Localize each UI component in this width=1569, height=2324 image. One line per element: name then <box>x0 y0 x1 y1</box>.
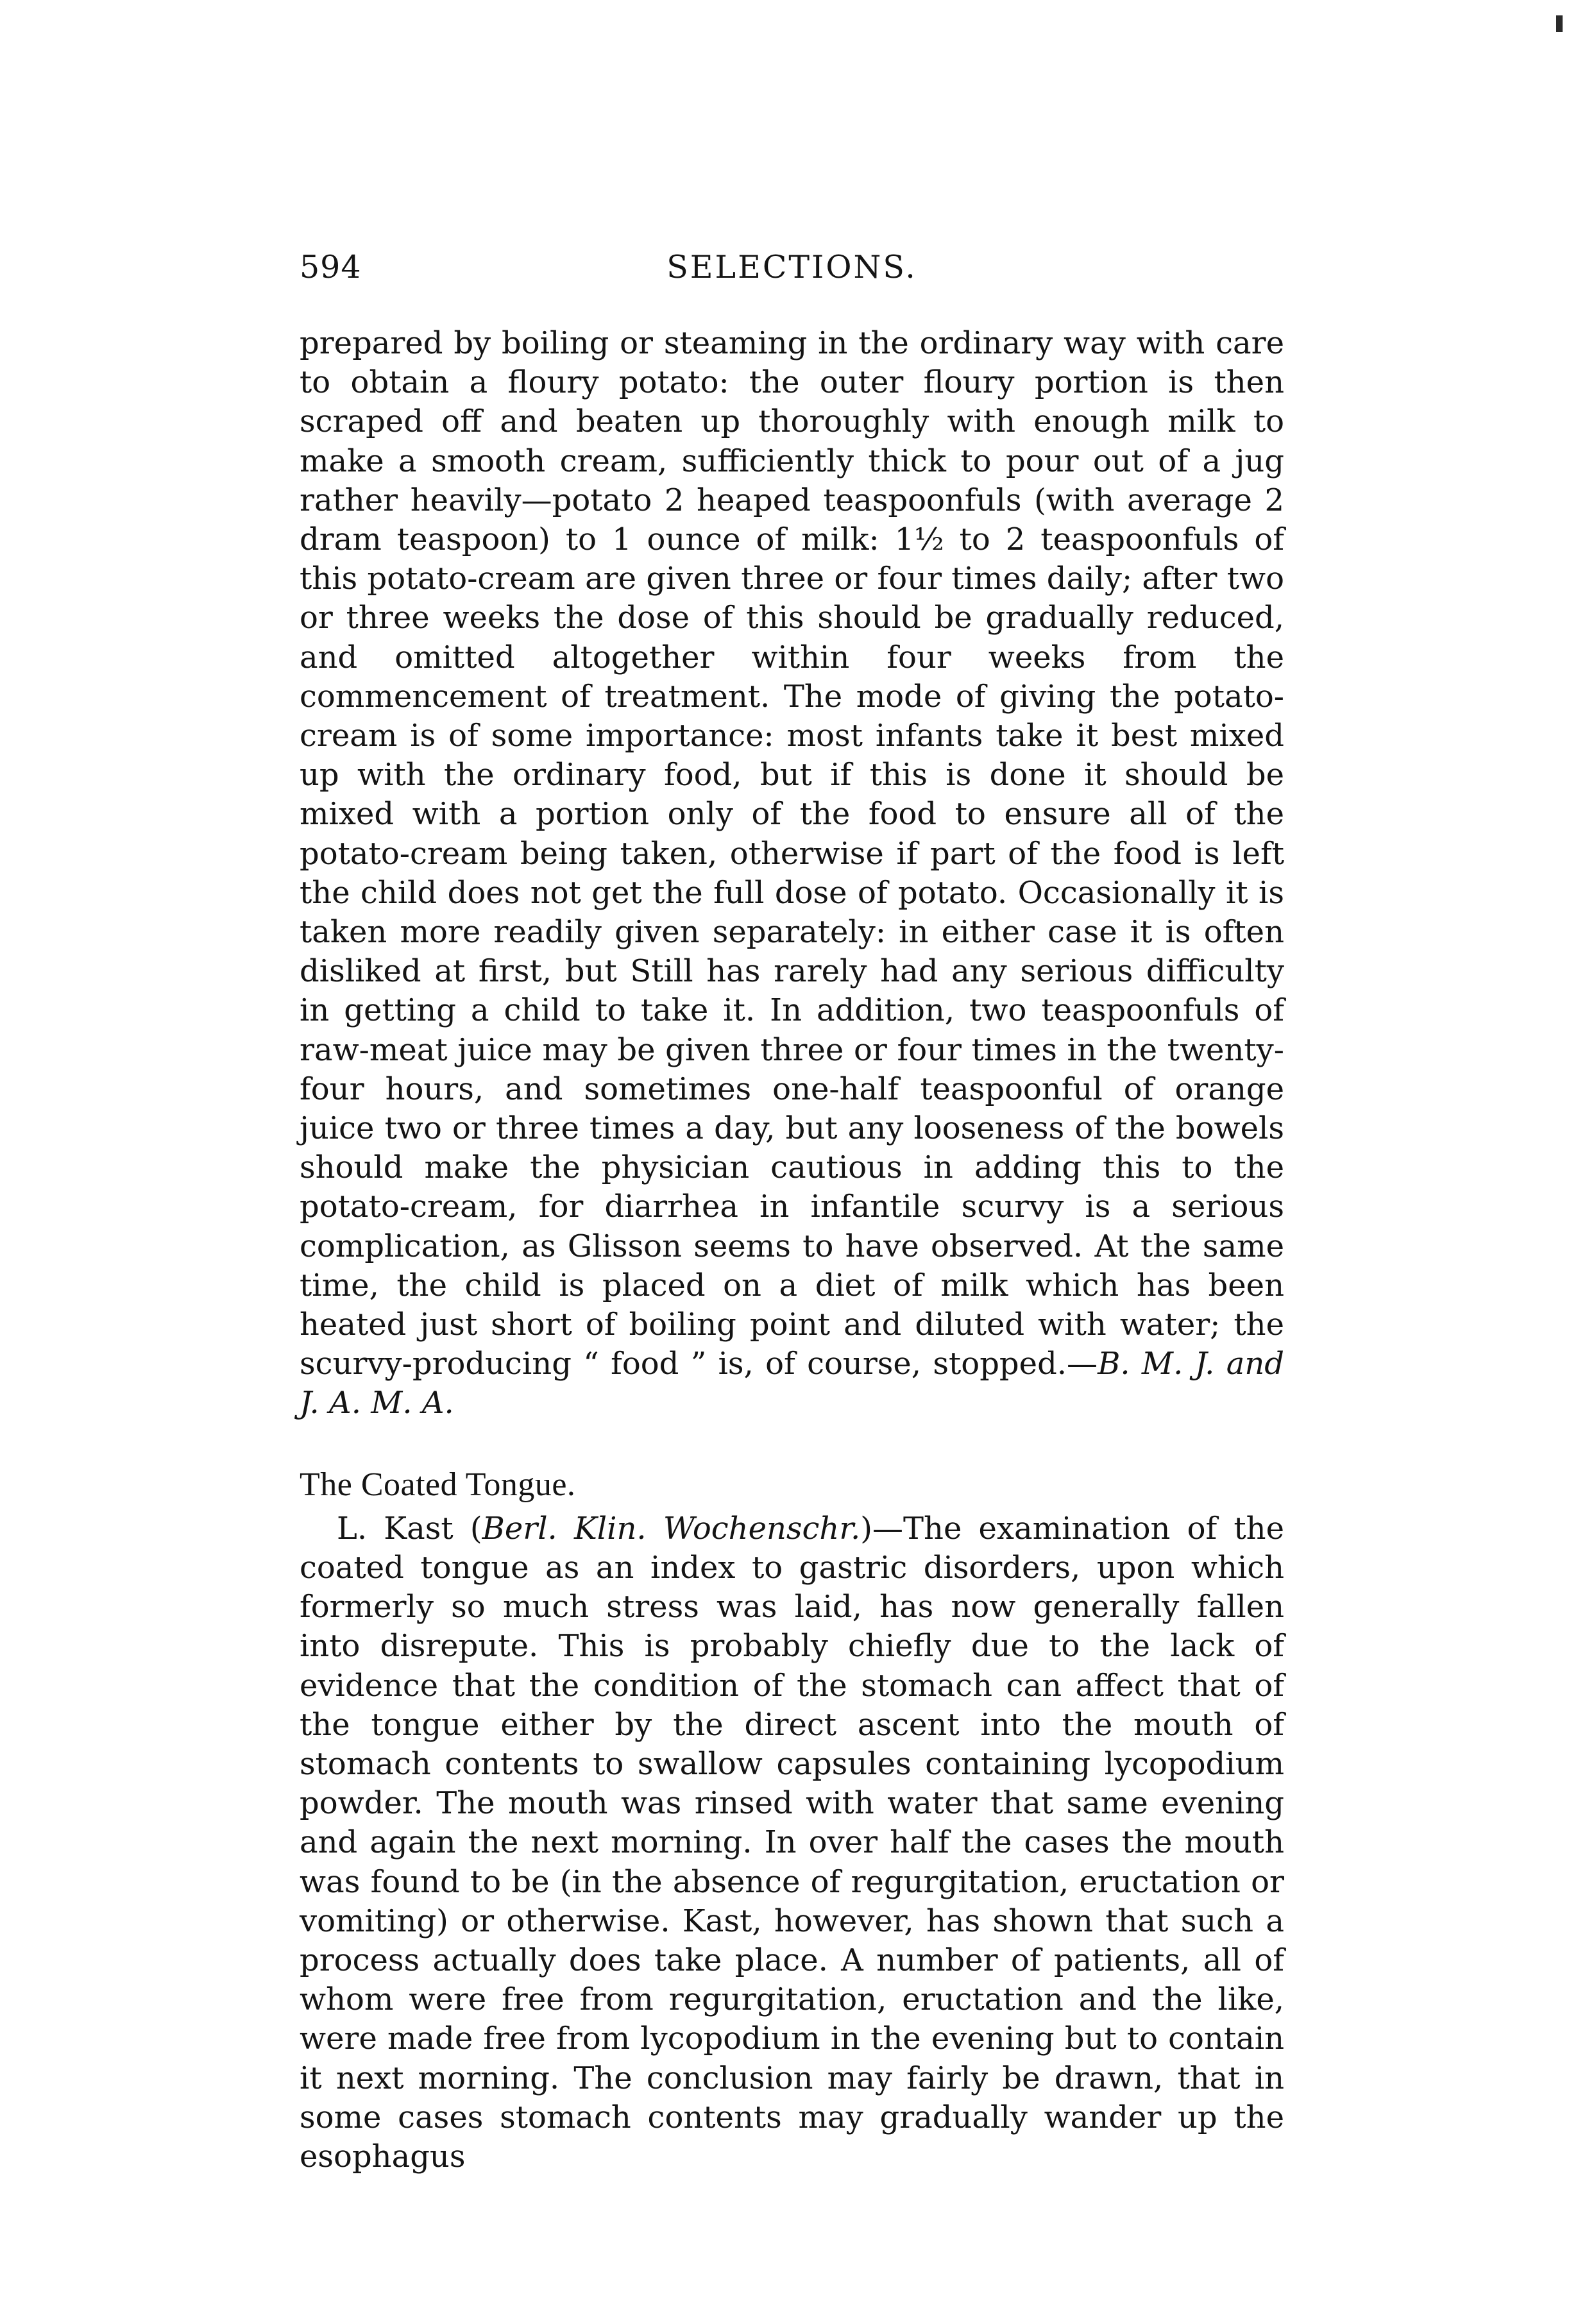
scan-edge-mark <box>1556 15 1563 32</box>
journal-name: Berl. Klin. Wochenschr. <box>482 1510 861 1547</box>
page-number: 594 <box>300 249 362 285</box>
article-source: B. M. J. and J. A. M. A. <box>300 1346 1285 1421</box>
running-head: SELECTIONS. <box>666 249 917 285</box>
coated-tongue-paragraph <box>300 1509 1284 2176</box>
coated-tongue-text: )—The examination of the coated tongue as an index to gastric disorders, upon which formerly so much stress was laid, has now generally fallen into disrepute. This is probably chiefly due to the lack of evidence that the condition of the stomach can affect that of the tongue either by the direct ascent into the mouth of stomach contents to swallow capsules containing lycopodium powder. The mouth was rinsed with water that same evening and again the next morning. In over half the cases the mouth was found to be (in the absence of regurgitation, eructation or vomiting) or otherwise. Kast, however, has shown that such a process actually does take place. A number of patients, all of whom were free from regurgitation, eructation and the like, were made free from lycopodium in the evening but to contain it next morning. The conclusion may fairly be drawn, that in some cases stomach contents may gradually wander up the esophagus <box>300 1510 1285 2175</box>
article-author: L. Kast ( <box>337 1510 482 1547</box>
article-continuation-paragraph <box>300 324 1284 1423</box>
section-title: The Coated Tongue. <box>300 1466 576 1503</box>
page-header <box>300 249 1284 287</box>
page-body <box>300 324 1284 2176</box>
article-continuation-text: prepared by boiling or steaming in the ordinary way with care to obtain a floury potato: the outer floury portion is then scraped off and beaten up thoroughly with enough milk to make a smooth cream, sufficiently thick to pour out of a jug rather heavily—potato 2 heaped teaspoonfuls (with average 2 dram teaspoon) to 1 ounce of milk: 1½ to 2 teaspoonfuls of this potato-cream are given three or four times daily; after two or three weeks the dose of this should be gradually reduced, and omitted altogether within four weeks from the commencement of treatment. The mode of giving the potato-cream is of some importance: most infants take it best mixed up with the ordinary food, but if this is done it should be mixed with a portion only of the food to ensure all of the potato-cream being taken, otherwise if part of the food is left the child does not get the full dose of potato. Occasionally it is taken more readily given separately: in either case it is often disliked at first, but Still has rarely had any serious difficulty in getting a child to take it. In addition, two teaspoonfuls of raw-meat juice may be given three or four times in the twenty-four hours, and sometimes one-half teaspoonful of orange juice two or three times a day, but any looseness of the bowels should make the physician cautious in adding this to the potato-cream, for diarrhea in infantile scurvy is a serious complication, as Glisson seems to have observed. At the same time, the child is placed on a diet of milk which has been heated just short of boiling point and diluted with water; the scurvy-producing “ food ” is, of course, stopped.— <box>300 325 1284 1382</box>
